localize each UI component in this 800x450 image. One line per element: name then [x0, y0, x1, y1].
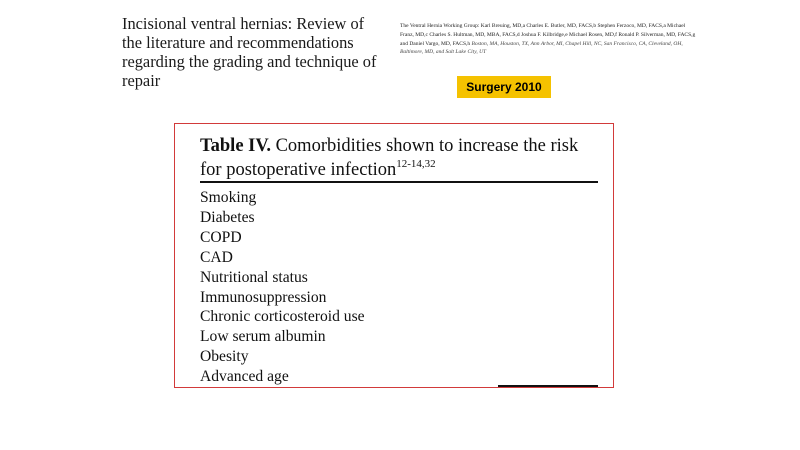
- list-item: Chronic corticosteroid use: [200, 308, 365, 326]
- list-item: COPD: [200, 228, 242, 246]
- list-item: CAD: [200, 248, 233, 266]
- author-list: [400, 22, 700, 57]
- list-item: Diabetes: [200, 208, 255, 226]
- list-item: Advanced age: [200, 368, 289, 386]
- table-bottom-rule: [498, 385, 598, 387]
- author-locations: Boston, MA, Houston, TX, Ann Arbor, MI, Chapel Hill, NC, San Francisco, CA, Cleveland, OH, Baltimore, MD, and Salt Lake City, UT: [400, 40, 683, 56]
- table-title: [200, 134, 600, 182]
- list-item: Immunosuppression: [200, 288, 327, 306]
- comorbidity-list: [200, 188, 365, 387]
- journal-badge: Surgery 2010: [457, 76, 551, 98]
- table-caption: Comorbidities shown to increase the risk for postoperative infection: [200, 136, 579, 180]
- list-item: Smoking: [200, 189, 257, 206]
- list-item: Obesity: [200, 348, 249, 366]
- author-names: The Ventral Hernia Working Group: Karl Breuing, MD,a Charles E. Butler, MD, FACS,b Stephen Ferzoco, MD, FACS,a Michael Franz, MD,c Charles S. Hultman, MD, MBA, FACS,d Joshua F. Kilbridge,e Michael Rosen, MD,f Ronald P. Silverman, MD, FACS,g and Daniel Vargo, MD, FACS,h: [400, 23, 696, 47]
- table-top-rule: [200, 181, 598, 183]
- list-item: Nutritional status: [200, 268, 308, 286]
- list-item: Low serum albumin: [200, 328, 326, 346]
- paper-title: Incisional ventral hernias: Review of the literature and recommendations regarding the grading and technique of repair: [122, 14, 377, 90]
- citation-superscript: 12-14,32: [396, 158, 436, 170]
- table-label: Table IV.: [200, 136, 271, 156]
